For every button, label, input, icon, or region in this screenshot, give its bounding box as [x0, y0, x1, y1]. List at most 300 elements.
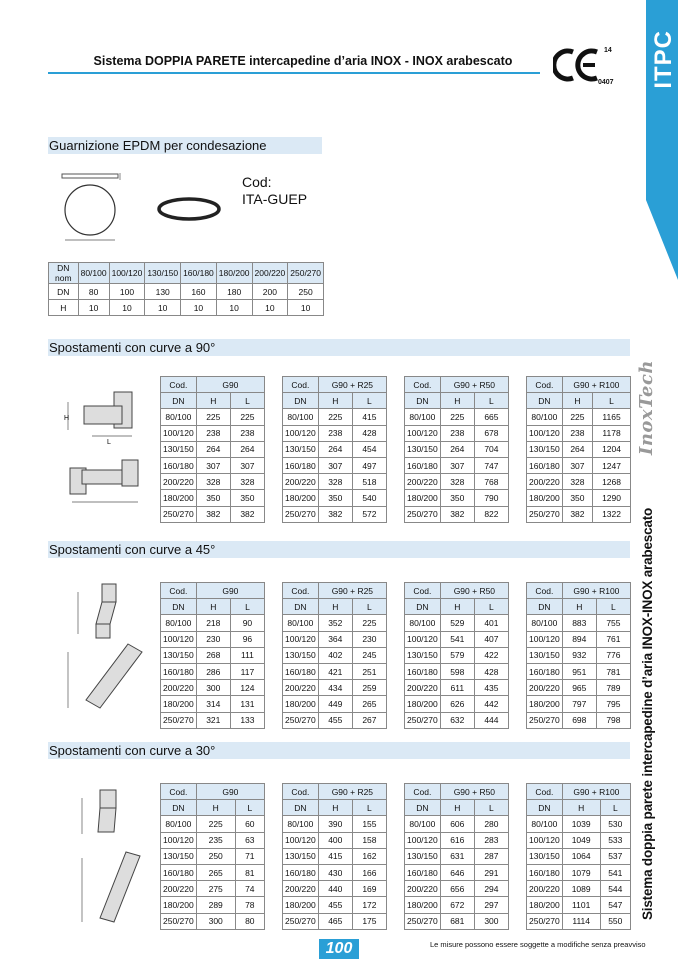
table-cell: 80/100 — [405, 409, 441, 425]
table-row — [161, 864, 265, 880]
table-header-cell: 160/180 — [181, 263, 217, 284]
table-row — [283, 474, 387, 490]
table-cell: 180/200 — [283, 696, 319, 712]
table-cell: 80/100 — [405, 615, 441, 631]
table-row — [405, 897, 509, 913]
table-cell: 200/220 — [405, 680, 441, 696]
table-cell: 80/100 — [283, 615, 319, 631]
table-header-cell: 180/200 — [216, 263, 252, 284]
table-row — [527, 506, 631, 522]
table-cell: 155 — [352, 816, 386, 832]
table-cell: 616 — [440, 832, 474, 848]
table-cell: 678 — [474, 425, 508, 441]
table-header-cell: L — [593, 393, 631, 409]
table-cell: 611 — [440, 680, 474, 696]
table-cell: 704 — [474, 441, 508, 457]
table-row — [527, 474, 631, 490]
table-cell: 166 — [352, 864, 386, 880]
table-cod-cell: Cod. — [283, 784, 319, 800]
table-cell: 250 — [288, 284, 324, 300]
table-cell: 328 — [230, 474, 264, 490]
table-cell: 180/200 — [283, 490, 319, 506]
page-number: 100 — [319, 939, 359, 959]
table-cell: 268 — [196, 647, 230, 663]
table-cell: 1247 — [593, 457, 631, 473]
table-row — [161, 506, 265, 522]
table-cell: 1049 — [562, 832, 600, 848]
offset-table — [282, 376, 387, 523]
offset-table — [404, 582, 509, 729]
table-cell: 100/120 — [405, 425, 441, 441]
table-cell: 162 — [352, 848, 386, 864]
table-cell: 631 — [440, 848, 474, 864]
table-cell: 283 — [474, 832, 508, 848]
table-row — [405, 848, 509, 864]
table-cell: 321 — [196, 712, 230, 728]
table-row — [283, 696, 387, 712]
elbow-45-drawing-icon — [62, 582, 150, 722]
table-cell: 180/200 — [527, 897, 563, 913]
table-cell: 250/270 — [405, 712, 441, 728]
table-cell: 238 — [440, 425, 474, 441]
table-cell: 225 — [318, 409, 352, 425]
table-row — [161, 712, 265, 728]
table-cell: 238 — [230, 425, 264, 441]
table-row — [161, 474, 265, 490]
table-cell: 300 — [196, 680, 230, 696]
table-header-cell: L — [596, 599, 630, 615]
table-row — [405, 816, 509, 832]
table-cell: 698 — [562, 712, 596, 728]
table-cell: 10 — [145, 300, 181, 316]
table-cell: 264 — [196, 441, 230, 457]
table-row — [283, 913, 387, 929]
table-row — [283, 615, 387, 631]
table-row — [405, 409, 509, 425]
table-cell: 352 — [318, 615, 352, 631]
table-cell: 180/200 — [405, 897, 441, 913]
brand-tab-label: ITPC — [650, 30, 677, 89]
table-cell: 250/270 — [283, 913, 319, 929]
table-row — [283, 631, 387, 647]
table-cell: 80/100 — [161, 409, 197, 425]
table-cell: 747 — [474, 457, 508, 473]
table-cell: 382 — [562, 506, 592, 522]
table-row — [161, 615, 265, 631]
table-row — [283, 712, 387, 728]
table-row — [283, 864, 387, 880]
table-cell: 180/200 — [283, 897, 319, 913]
table-product-cell: G90 — [196, 583, 264, 599]
ce-number-top: 14 — [604, 47, 612, 54]
table-cod-cell: Cod. — [405, 784, 441, 800]
table-cell: 160/180 — [527, 663, 563, 679]
table-cell: 300 — [196, 913, 235, 929]
table-row — [161, 409, 265, 425]
table-row — [283, 881, 387, 897]
table-cell: 230 — [352, 631, 386, 647]
table-cell: 350 — [562, 490, 592, 506]
table-cell: 80 — [78, 284, 109, 300]
table-cell: 1101 — [562, 897, 600, 913]
table-cell: 350 — [196, 490, 230, 506]
table-cell: 200/220 — [527, 474, 563, 490]
table-cell: 390 — [318, 816, 352, 832]
table-header-cell: DN — [527, 800, 563, 816]
table-row — [283, 848, 387, 864]
table-cell: 307 — [196, 457, 230, 473]
table-cell: 497 — [352, 457, 386, 473]
table-cell: 130/150 — [283, 647, 319, 663]
table-cell: 798 — [596, 712, 630, 728]
table-header-cell: DN — [161, 599, 197, 615]
table-cell: 130/150 — [161, 441, 197, 457]
table-header-cell: DN — [405, 800, 441, 816]
table-cell: 579 — [440, 647, 474, 663]
table-row — [161, 816, 265, 832]
offset-table — [404, 783, 509, 930]
table-cell: 10 — [78, 300, 109, 316]
table-row — [527, 680, 631, 696]
offset-table — [526, 783, 631, 930]
table-cell: 287 — [474, 848, 508, 864]
section-45-title: Spostamenti con curve a 45° — [49, 542, 216, 557]
table-cell: 200/220 — [283, 680, 319, 696]
table-header-cell: L — [474, 800, 508, 816]
table-cell: 951 — [562, 663, 596, 679]
table-cell: 781 — [596, 663, 630, 679]
table-cell: 789 — [596, 680, 630, 696]
table-row — [405, 490, 509, 506]
section-title-90 — [48, 339, 630, 356]
table-cell: 328 — [440, 474, 474, 490]
table-cell: 415 — [318, 848, 352, 864]
table-product-cell: G90 + R25 — [318, 784, 386, 800]
gasket-title: Guarnizione EPDM per condesazione — [49, 138, 267, 153]
table-cell: 100/120 — [405, 631, 441, 647]
table-header-cell: L — [352, 599, 386, 615]
table-row — [283, 816, 387, 832]
table-cell: 449 — [318, 696, 352, 712]
table-row — [161, 832, 265, 848]
table-cell: 529 — [440, 615, 474, 631]
table-header-cell: H — [196, 599, 230, 615]
table-cell: 160/180 — [405, 457, 441, 473]
table-cell: 250/270 — [527, 506, 563, 522]
table-cell: 632 — [440, 712, 474, 728]
table-cell: 80/100 — [527, 615, 563, 631]
table-cod-cell: Cod. — [405, 583, 441, 599]
table-cell: 598 — [440, 663, 474, 679]
table-row — [527, 712, 631, 728]
table-cell: 1178 — [593, 425, 631, 441]
gasket-table — [48, 262, 324, 316]
table-cell: 74 — [235, 881, 264, 897]
table-row — [405, 832, 509, 848]
table-cell: 1204 — [593, 441, 631, 457]
table-cell: 10 — [252, 300, 288, 316]
elbow-90-drawing-icon — [62, 384, 150, 512]
table-cod-cell: Cod. — [161, 784, 197, 800]
table-cell: 382 — [230, 506, 264, 522]
table-row — [161, 631, 265, 647]
table-cell: 250/270 — [405, 506, 441, 522]
table-cod-cell: Cod. — [161, 583, 197, 599]
table-cell: 130/150 — [283, 441, 319, 457]
table-cell: 160/180 — [161, 663, 197, 679]
table-cell: 550 — [600, 913, 630, 929]
table-cell: 537 — [600, 848, 630, 864]
table-cell: 672 — [440, 897, 474, 913]
table-cell: 160/180 — [405, 663, 441, 679]
table-header-cell: DN nom — [49, 263, 79, 284]
table-header-cell: L — [352, 393, 386, 409]
table-product-cell: G90 + R50 — [440, 377, 508, 393]
table-cell: 130/150 — [405, 848, 441, 864]
table-cell: 250/270 — [161, 506, 197, 522]
table-cell: 160/180 — [527, 864, 563, 880]
table-cell: 131 — [230, 696, 264, 712]
table-cell: 10 — [216, 300, 252, 316]
table-header-cell: L — [352, 800, 386, 816]
table-row — [405, 712, 509, 728]
table-cell: 435 — [474, 680, 508, 696]
table-row — [527, 457, 631, 473]
table-header-cell: H — [318, 393, 352, 409]
table-header-cell: H — [440, 393, 474, 409]
table-cell: 430 — [318, 864, 352, 880]
table-cell: 275 — [196, 881, 235, 897]
table-cell: 681 — [440, 913, 474, 929]
table-header-cell: 80/100 — [78, 263, 109, 284]
table-cell: 251 — [352, 663, 386, 679]
table-cell: 133 — [230, 712, 264, 728]
table-row — [527, 490, 631, 506]
table-cell: 264 — [562, 441, 592, 457]
table-row — [405, 647, 509, 663]
offset-table — [282, 582, 387, 729]
table-cell: 180/200 — [161, 696, 197, 712]
table-row — [161, 696, 265, 712]
table-product-cell: G90 + R25 — [318, 377, 386, 393]
table-header-cell: L — [230, 393, 264, 409]
table-cell: 175 — [352, 913, 386, 929]
table-cell: 434 — [318, 680, 352, 696]
table-cell: 238 — [562, 425, 592, 441]
table-row — [527, 881, 631, 897]
header-divider — [48, 72, 540, 74]
table-cell: 100/120 — [283, 425, 319, 441]
table-header-cell: 200/220 — [252, 263, 288, 284]
table-header-cell: DN — [283, 393, 319, 409]
table-cell: 444 — [474, 712, 508, 728]
offset-table — [160, 582, 265, 729]
table-cod-cell: Cod. — [161, 377, 197, 393]
table-row — [405, 864, 509, 880]
table-product-cell: G90 — [196, 784, 264, 800]
dim-l-label: L — [107, 439, 111, 446]
table-cell: 10 — [181, 300, 217, 316]
offset-table — [282, 783, 387, 930]
table-cell: 111 — [230, 647, 264, 663]
table-cell: 350 — [440, 490, 474, 506]
table-cell: 160/180 — [405, 864, 441, 880]
table-cell: 1079 — [562, 864, 600, 880]
table-cell: 180/200 — [161, 490, 197, 506]
table-cell: H — [49, 300, 79, 316]
table-cell: 180 — [216, 284, 252, 300]
offset-table — [526, 582, 631, 729]
table-cell: 883 — [562, 615, 596, 631]
table-row — [283, 897, 387, 913]
table-header-cell: H — [318, 599, 352, 615]
table-cell: 225 — [440, 409, 474, 425]
table-row — [405, 425, 509, 441]
table-row — [405, 457, 509, 473]
table-cell: 130/150 — [405, 647, 441, 663]
table-header-cell: DN — [161, 393, 197, 409]
table-row — [405, 506, 509, 522]
table-cell: 518 — [352, 474, 386, 490]
table-cell: 200/220 — [405, 881, 441, 897]
table-cell: 626 — [440, 696, 474, 712]
table-cod-cell: Cod. — [283, 583, 319, 599]
table-row — [527, 441, 631, 457]
table-cell: 350 — [230, 490, 264, 506]
table-cell: 200 — [252, 284, 288, 300]
table-cell: 421 — [318, 663, 352, 679]
table-cell: 250/270 — [405, 913, 441, 929]
table-cell: 200/220 — [527, 881, 563, 897]
table-cell: 100 — [109, 284, 145, 300]
table-cod-cell: Cod. — [283, 377, 319, 393]
table-cell: 530 — [600, 816, 630, 832]
table-row — [527, 425, 631, 441]
table-cell: 200/220 — [161, 474, 197, 490]
table-row — [283, 409, 387, 425]
table-cell: 402 — [318, 647, 352, 663]
table-cell: 225 — [196, 816, 235, 832]
section-title-30 — [48, 742, 630, 759]
table-cell: 259 — [352, 680, 386, 696]
table-cell: 382 — [440, 506, 474, 522]
table-cell: 646 — [440, 864, 474, 880]
table-cell: 544 — [600, 881, 630, 897]
table-cell: 307 — [230, 457, 264, 473]
table-row — [161, 647, 265, 663]
table-cell: 307 — [318, 457, 352, 473]
page-title: Sistema DOPPIA PARETE intercapedine d’aria INOX - INOX arabescato — [93, 54, 513, 68]
table-cell: 1089 — [562, 881, 600, 897]
gasket-code — [242, 174, 307, 208]
table-product-cell: G90 + R100 — [562, 377, 630, 393]
table-cod-cell: Cod. — [527, 377, 563, 393]
table-cell: 428 — [352, 425, 386, 441]
table-cell: 300 — [474, 913, 508, 929]
table-cell: 314 — [196, 696, 230, 712]
table-cell: 328 — [562, 474, 592, 490]
table-cod-cell: Cod. — [527, 583, 563, 599]
gasket-code-label: Cod: — [242, 174, 272, 190]
table-cell: 100/120 — [527, 631, 563, 647]
table-cell: 250/270 — [527, 913, 563, 929]
table-cell: 1165 — [593, 409, 631, 425]
table-cell: 1114 — [562, 913, 600, 929]
table-cell: 78 — [235, 897, 264, 913]
table-cell: 307 — [562, 457, 592, 473]
table-header-cell: H — [440, 800, 474, 816]
table-cell: 250/270 — [161, 712, 197, 728]
table-row — [283, 457, 387, 473]
table-cell: 172 — [352, 897, 386, 913]
table-header-cell: H — [562, 393, 592, 409]
table-row — [283, 425, 387, 441]
table-row — [527, 816, 631, 832]
table-cell: 10 — [288, 300, 324, 316]
table-cell: 180/200 — [405, 696, 441, 712]
table-header-cell: H — [562, 599, 596, 615]
table-header-cell: 130/150 — [145, 263, 181, 284]
table-cell: 572 — [352, 506, 386, 522]
table-cell: 291 — [474, 864, 508, 880]
table-row — [405, 615, 509, 631]
table-cell: 894 — [562, 631, 596, 647]
table-cell: 289 — [196, 897, 235, 913]
table-row — [527, 615, 631, 631]
footer-note: Le misure possono essere soggette a modifiche senza preavviso — [430, 940, 646, 949]
table-cell: 200/220 — [161, 680, 197, 696]
table-row — [405, 663, 509, 679]
table-cell: 130/150 — [527, 647, 563, 663]
table-header-cell: H — [196, 393, 230, 409]
table-row — [527, 409, 631, 425]
table-cell: 1064 — [562, 848, 600, 864]
table-cell: 533 — [600, 832, 630, 848]
table-cell: 200/220 — [283, 474, 319, 490]
table-cell: 225 — [196, 409, 230, 425]
section-90-title: Spostamenti con curve a 90° — [49, 340, 216, 355]
table-row — [161, 913, 265, 929]
table-cod-cell: Cod. — [527, 784, 563, 800]
table-cell: 455 — [318, 712, 352, 728]
table-header-cell: DN — [405, 599, 441, 615]
table-cell: 280 — [474, 816, 508, 832]
table-product-cell: G90 + R25 — [318, 583, 386, 599]
table-row — [527, 897, 631, 913]
table-row — [405, 696, 509, 712]
table-row — [283, 506, 387, 522]
table-cell: 297 — [474, 897, 508, 913]
table-row — [527, 848, 631, 864]
table-header-cell: DN — [527, 393, 563, 409]
table-cell: 80/100 — [527, 409, 563, 425]
table-cell: 606 — [440, 816, 474, 832]
table-cell: 428 — [474, 663, 508, 679]
table-row — [527, 864, 631, 880]
table-row — [283, 680, 387, 696]
table-cell: 245 — [352, 647, 386, 663]
table-cell: 250 — [196, 848, 235, 864]
ce-number-bottom: 0407 — [598, 79, 614, 86]
table-header-cell: DN — [527, 599, 563, 615]
table-product-cell: G90 + R50 — [440, 583, 508, 599]
offset-table — [160, 783, 265, 930]
table-cell: 160/180 — [161, 864, 197, 880]
offset-table — [160, 376, 265, 523]
table-row — [405, 680, 509, 696]
table-row — [405, 474, 509, 490]
table-row — [161, 490, 265, 506]
